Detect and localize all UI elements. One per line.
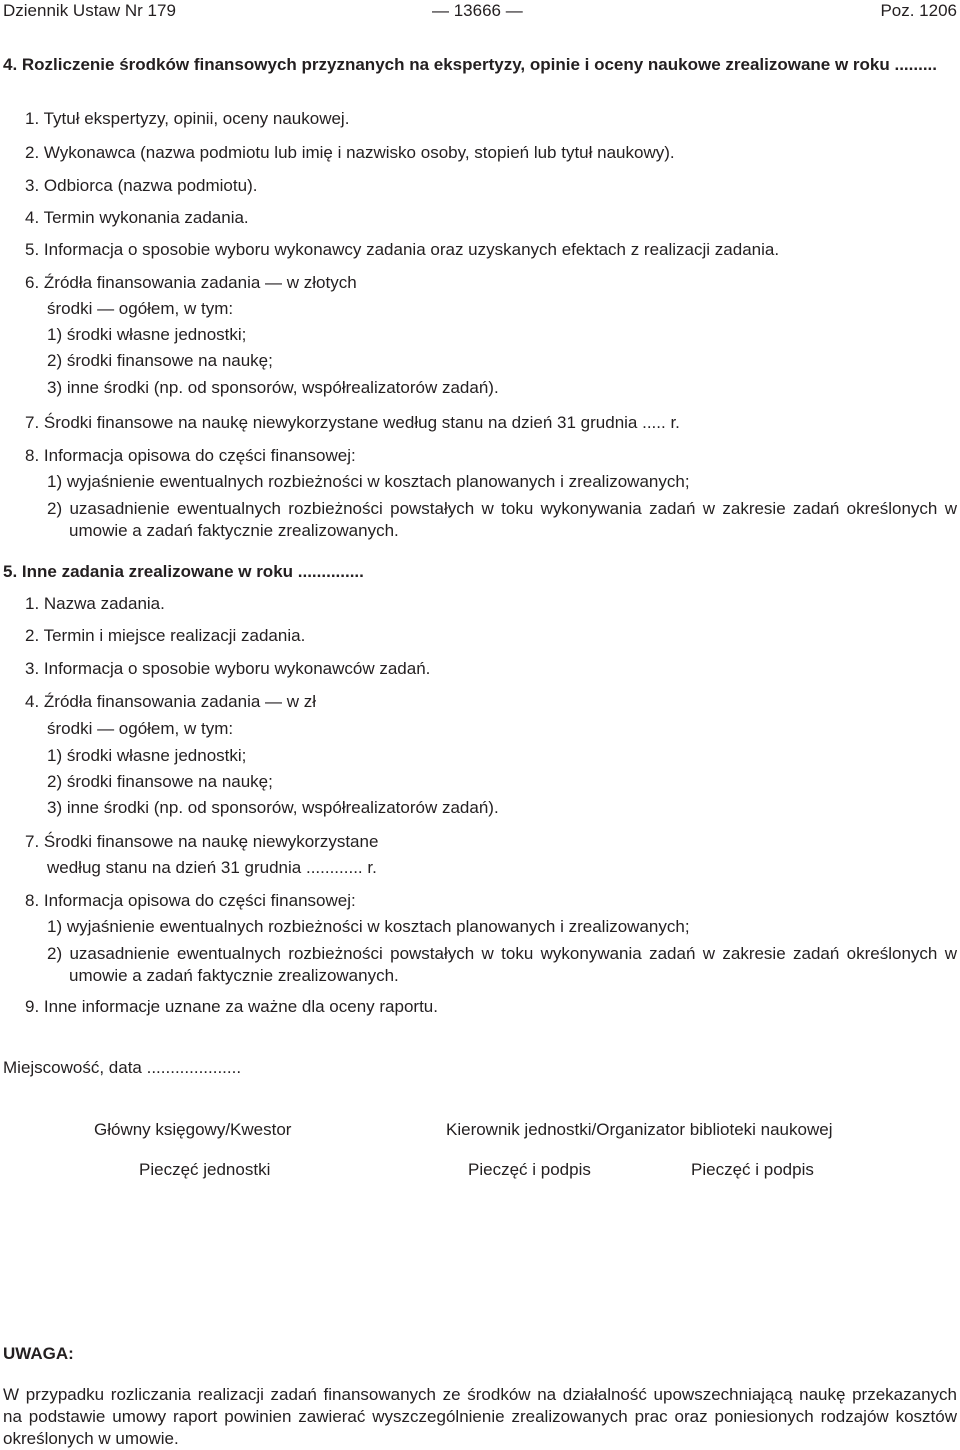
s5-item-9: 9. Inne informacje uznane za ważne dla oceny raportu. — [25, 997, 438, 1016]
place-date-field: Miejscowość, data .................... — [3, 1058, 242, 1077]
s4-item-6: 6. Źródła finansowania zadania — w złotych — [25, 273, 357, 292]
s5-item-8-2: 2) uzasadnienie ewentualnych rozbieżności powstałych w toku wykonywania zadań w zakresie zadań określonych w umowie a zadań faktycznie zrealizowanych. — [47, 944, 957, 985]
s4-item-3: 3. Odbiorca (nazwa podmiotu). — [25, 176, 258, 195]
s4-item-5: 5. Informacja o sposobie wyboru wykonawcy zadania oraz uzyskanych efektach z realizacji zadania. — [25, 240, 780, 259]
s4-item-8-2: 2) uzasadnienie ewentualnych rozbieżności powstałych w toku wykonywania zadań w zakresie zadań określonych w umowie a zadań faktycznie zrealizowanych. — [47, 499, 957, 540]
s4-funds-total: środki — ogółem, w tym: — [47, 299, 234, 318]
s4-item-8-1: 1) wyjaśnienie ewentualnych rozbieżności w kosztach planowanych i zrealizowanych; — [47, 472, 690, 491]
section-4-heading: 4. Rozliczenie środków finansowych przyznanych na ekspertyzy, opinie i oceny naukowe zrealizowane w roku ......... — [3, 55, 937, 74]
s5-funds-science: 2) środki finansowe na naukę; — [47, 772, 273, 791]
s4-funds-other: 3) inne środki (np. od sponsorów, współrealizatorów zadań). — [47, 378, 499, 397]
stamp-unit: Pieczęć jednostki — [139, 1160, 271, 1179]
s5-item-3: 3. Informacja o sposobie wyboru wykonawców zadań. — [25, 659, 431, 678]
s5-item-8-1: 1) wyjaśnienie ewentualnych rozbieżności w kosztach planowanych i zrealizowanych; — [47, 917, 690, 936]
s5-item-1: 1. Nazwa zadania. — [25, 594, 165, 613]
note-label: UWAGA: — [3, 1344, 74, 1363]
s5-item-8: 8. Informacja opisowa do części finansowej: — [25, 891, 356, 910]
section-5-heading: 5. Inne zadania zrealizowane w roku .............. — [3, 562, 364, 581]
s4-item-7: 7. Środki finansowe na naukę niewykorzystane według stanu na dzień 31 grudnia ..... r. — [25, 413, 680, 432]
s4-funds-own: 1) środki własne jednostki; — [47, 325, 247, 344]
s5-item-7-cont: według stanu na dzień 31 grudnia ............ r. — [47, 858, 377, 877]
s4-item-8: 8. Informacja opisowa do części finansowej: — [25, 446, 356, 465]
s5-funds-total: środki — ogółem, w tym: — [47, 719, 234, 738]
page-header-journal: Dziennik Ustaw Nr 179 — [3, 1, 176, 20]
s4-item-4: 4. Termin wykonania zadania. — [25, 208, 249, 227]
s5-funds-other: 3) inne środki (np. od sponsorów, współrealizatorów zadań). — [47, 798, 499, 817]
note-text: W przypadku rozliczania realizacji zadań finansowanych ze środków na działalność upowszechniającą naukę przekazanych na podstawie umowy raport powinien zawierać wyszczególnienie zrealizowanych prac oraz poniesionych rodzajów kosztów określonych w umowie. — [3, 1385, 957, 1448]
stamp-signature-1: Pieczęć i podpis — [468, 1160, 591, 1179]
signature-accountant: Główny księgowy/Kwestor — [94, 1120, 292, 1139]
stamp-signature-2: Pieczęć i podpis — [691, 1160, 814, 1179]
s4-item-1: 1. Tytuł ekspertyzy, opinii, oceny naukowej. — [25, 109, 350, 128]
s4-item-2: 2. Wykonawca (nazwa podmiotu lub imię i nazwisko osoby, stopień lub tytuł naukowy). — [25, 143, 675, 162]
s5-item-2: 2. Termin i miejsce realizacji zadania. — [25, 626, 306, 645]
s4-funds-science: 2) środki finansowe na naukę; — [47, 351, 273, 370]
s5-item-4: 4. Źródła finansowania zadania — w zł — [25, 692, 317, 711]
signature-manager: Kierownik jednostki/Organizator biblioteki naukowej — [446, 1120, 833, 1139]
s5-item-7: 7. Środki finansowe na naukę niewykorzystane — [25, 832, 379, 851]
s5-funds-own: 1) środki własne jednostki; — [47, 746, 247, 765]
page-number: — 13666 — — [432, 1, 523, 20]
page-header-position: Poz. 1206 — [880, 1, 957, 20]
